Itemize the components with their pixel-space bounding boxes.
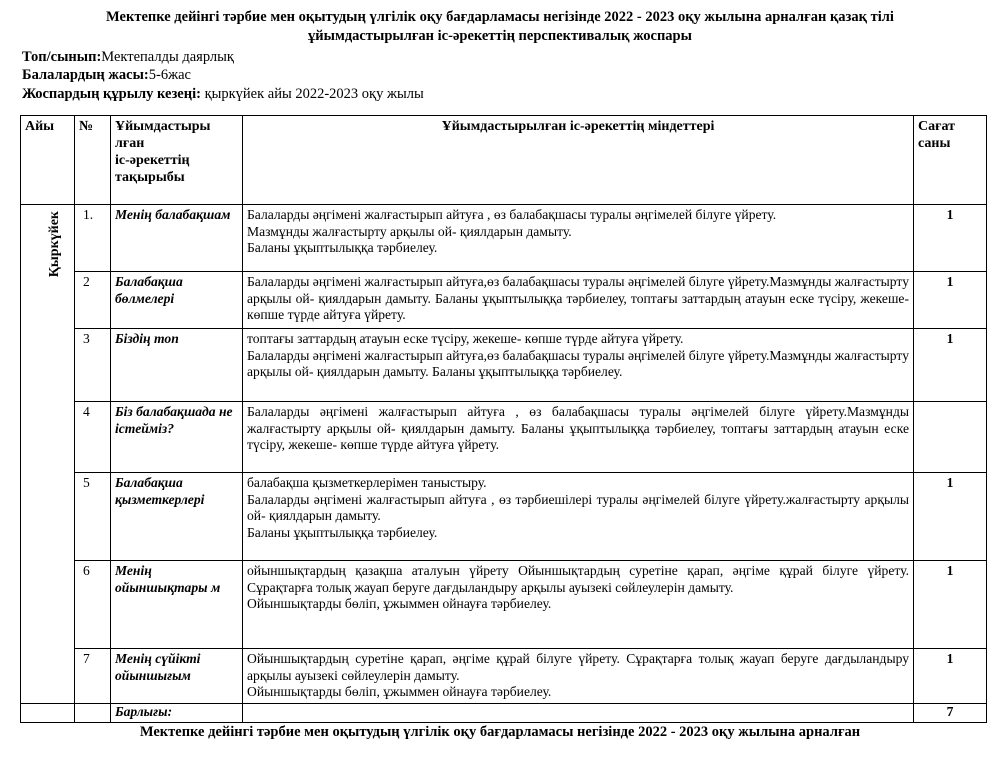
row-tasks: балабақша қызметкерлерімен таныстыру. Балаларды әңгімені жалғастырып айтуға , өз тәрбиешілері туралы әңгімелей білуге үйрету.жалғастырту арқылы ой- қиялдарын дамыту. Баланы ұқыптылыққа тәрбиелеу. [243,473,914,561]
row-hours: 1 [914,205,987,272]
table-row [21,329,987,402]
row-topic: Балабақша бөлмелері [111,272,243,329]
row-hours: 1 [914,272,987,329]
total-label: Барлығы: [111,704,243,723]
row-hours: 1 [914,649,987,704]
month-cell [21,205,75,704]
row-topic: Менің ойыншықтары м [111,561,243,649]
month-label: Қыркүйек [47,211,62,278]
total-num-cell [75,704,111,723]
period-value: қыркүйек айы 2022-2023 оқу жылы [200,86,424,102]
document-title [20,8,980,46]
group-value: Мектепалды даярлық [101,49,234,65]
row-tasks: топтағы заттардың атауын еске түсіру, жекеше- көпше түрде айтуға үйрету. Балаларды әңгімені жалғастырып айтуға,өз балабақшасы туралы әңгімелей білуге үйрету.Мазмұнды жалғастырту арқылы ой- қиялдарын дамыту. Баланы ұқыптылыққа тәрбиелеу. [243,329,914,402]
row-topic: Біз балабақшада не істейміз? [111,402,243,473]
group-info [22,48,234,66]
row-hours: 1 [914,473,987,561]
header-hours: Сағат саны [914,116,987,205]
row-number: 1. [75,205,111,272]
row-number: 4 [75,402,111,473]
header-month: Айы [21,116,75,205]
table-row [21,649,987,704]
footer-title: Мектепке дейінгі тәрбие мен оқытудың үлгілік оқу бағдарламасы негізінде 2022 - 2023 оқу жылына арналған [139,724,861,740]
age-info [22,66,191,84]
period-label: Жоспардың құрылу кезеңі: [22,86,201,102]
total-row [21,704,987,723]
table-row [21,205,987,272]
header-number: № [75,116,111,205]
row-tasks: Балаларды әңгімені жалғастырып айтуға,өз балабақшасы туралы әңгімелей білуге үйрету.Мазмұнды жалғастырту арқылы ой- қиялдарын дамыту. Баланы ұқыптылыққа тәрбиелеу, топтағы заттардың атауын еске түсіру, жекеше- көпше түрде айтуға үйрету. [243,272,914,329]
group-label: Топ/сынып: [22,49,102,65]
table-row [21,272,987,329]
total-value: 7 [914,704,987,723]
row-hours [914,402,987,473]
row-tasks: Ойыншықтардың суретіне қарап, әңгіме құрай білуге үйрету. Сұрақтарға толық жауап беруге дағдыландыру арқылы ауызекі сөйлеулерін дамыту. Ойыншықтарды бөліп, ұжыммен ойнауға тәрбиелеу. [243,649,914,704]
row-number: 7 [75,649,111,704]
period-info [22,85,424,103]
row-hours: 1 [914,561,987,649]
row-topic: Біздің топ [111,329,243,402]
title-line-1: Мектепке дейінгі тәрбие мен оқытудың үлгілік оқу бағдарламасы негізінде 2022 - 2023 оқу жылына арналған қазақ тілі [106,9,894,25]
row-topic: Балабақша қызметкерлері [111,473,243,561]
total-month-cell [21,704,75,723]
age-label: Балалардың жасы: [22,67,149,83]
row-number: 2 [75,272,111,329]
row-number: 5 [75,473,111,561]
row-number: 6 [75,561,111,649]
header-topic: Ұйымдастыры лған іс-әрекеттің тақырыбы [111,116,243,205]
row-tasks: Балаларды әңгімені жалғастырып айтуға , өз балабақшасы туралы әңгімелей білуге үйрету.Мазмұнды жалғастырту арқылы ой- қиялдарын дамыту. Баланы ұқыптылыққа тәрбиелеу, топтағы заттардың атауын еске түсіру, жекеше- көпше түрде айтуға үйрету. [243,402,914,473]
plan-table [20,115,987,723]
row-tasks: Балаларды әңгімені жалғастырып айтуға , өз балабақшасы туралы әңгімелей білуге үйрету. Мазмұнды жалғастырту арқылы ой- қиялдарын дамыту. Баланы ұқыптылыққа тәрбиелеу. [243,205,914,272]
row-topic: Менің балабақшам [111,205,243,272]
header-tasks: Ұйымдастырылған іс-әрекеттің міндеттері [243,116,914,205]
row-number: 3 [75,329,111,402]
table-row [21,402,987,473]
table-row [21,561,987,649]
table-row [21,473,987,561]
row-hours: 1 [914,329,987,402]
row-topic: Менің сүйікті ойыншығым [111,649,243,704]
total-tasks-cell [243,704,914,723]
table-header-row [21,116,987,205]
age-value: 5-6жас [148,67,191,83]
title-line-2: ұйымдастырылған іс-әрекеттің перспективалық жоспары [308,28,692,44]
row-tasks: ойыншықтардың қазақша аталуын үйрету Ойыншықтардың суретіне қарап, әңгіме құрай білуге үйрету. Сұрақтарға толық жауап беруге дағдыландыру арқылы ауызекі сөйлеулерін дамыту. Ойыншықтарды бөліп, ұжыммен ойнауға тәрбиелеу. [243,561,914,649]
